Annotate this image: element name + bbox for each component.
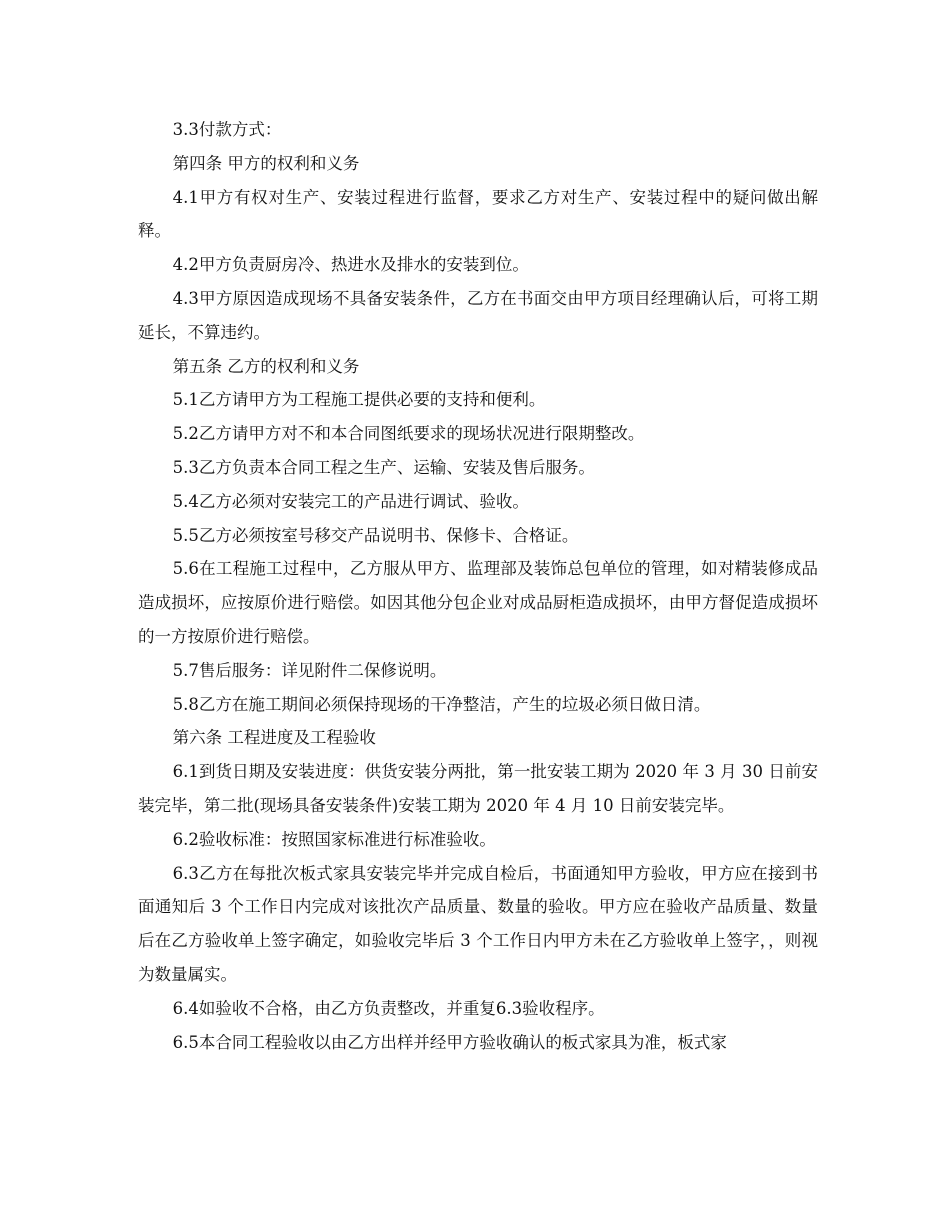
paragraph-5-7: 5.7售后服务：详见附件二保修说明。 [172,660,447,680]
article-6-heading: 第六条 工程进度及工程验收 [172,728,376,748]
paragraph-4-3: 4.3甲方原因造成现场不具备安装条件，乙方在书面交由甲方项目经理确认后，可将工期延长，不算违约。 [138,288,818,342]
paragraph-4-2: 4.2甲方负责厨房冷、热进水及排水的安装到位。 [172,255,529,275]
paragraph-5-1: 5.1乙方请甲方为工程施工提供必要的支持和便利。 [172,390,546,410]
document-body [138,113,818,1059]
paragraph-5-3: 5.3乙方负责本合同工程之生产、运输、安装及售后服务。 [172,457,595,477]
paragraph-6-2: 6.2验收标准：按照国家标准进行标准验收。 [172,829,496,849]
paragraph-5-6: 5.6在工程施工过程中，乙方服从甲方、监理部及装饰总包单位的管理，如对精装修成品造成损坏，应按原价进行赔偿。如因其他分包企业对成品厨柜造成损坏，由甲方督促造成损坏的一方按原价进行赔偿。 [138,559,818,646]
paragraph-3-3: 3.3付款方式： [172,120,282,139]
article-5-heading: 第五条 乙方的权利和义务 [172,356,360,376]
paragraph-4-1: 4.1甲方有权对生产、安装过程进行监督，要求乙方对生产、安装过程中的疑问做出解释。 [138,187,818,241]
paragraph-6-5: 6.5本合同工程验收以由乙方出样并经甲方验收确认的板式家具为准，板式家 [172,1032,727,1052]
paragraph-6-4: 6.4如验收不合格，由乙方负责整改，并重复6.3验收程序。 [172,998,605,1018]
paragraph-5-2: 5.2乙方请甲方对不和本合同图纸要求的现场状况进行限期整改。 [172,424,645,444]
paragraph-5-5: 5.5乙方必须按室号移交产品说明书、保修卡、合格证。 [172,525,579,545]
paragraph-5-8: 5.8乙方在施工期间必须保持现场的干净整洁，产生的垃圾必须日做日清。 [172,694,711,714]
paragraph-5-4: 5.4乙方必须对安装完工的产品进行调试、验收。 [172,491,529,511]
article-4-heading: 第四条 甲方的权利和义务 [172,153,360,173]
paragraph-6-3: 6.3乙方在每批次板式家具安装完毕并完成自检后，书面通知甲方验收，甲方应在接到书面通知后 3 个工作日内完成对该批次产品质量、数量的验收。甲方应在验收产品质量、数量后在乙方验收单上签字确定，如验收完毕后 3 个工作日内甲方未在乙方验收单上签字，，则视为数量属实。 [138,863,818,984]
paragraph-6-1: 6.1到货日期及安装进度：供货安装分两批，第一批安装工期为 2020 年 3 月 30 日前安装完毕，第二批(现场具备安装条件)安装工期为 2020 年 4 月 10 日前安装完毕。 [138,762,818,815]
